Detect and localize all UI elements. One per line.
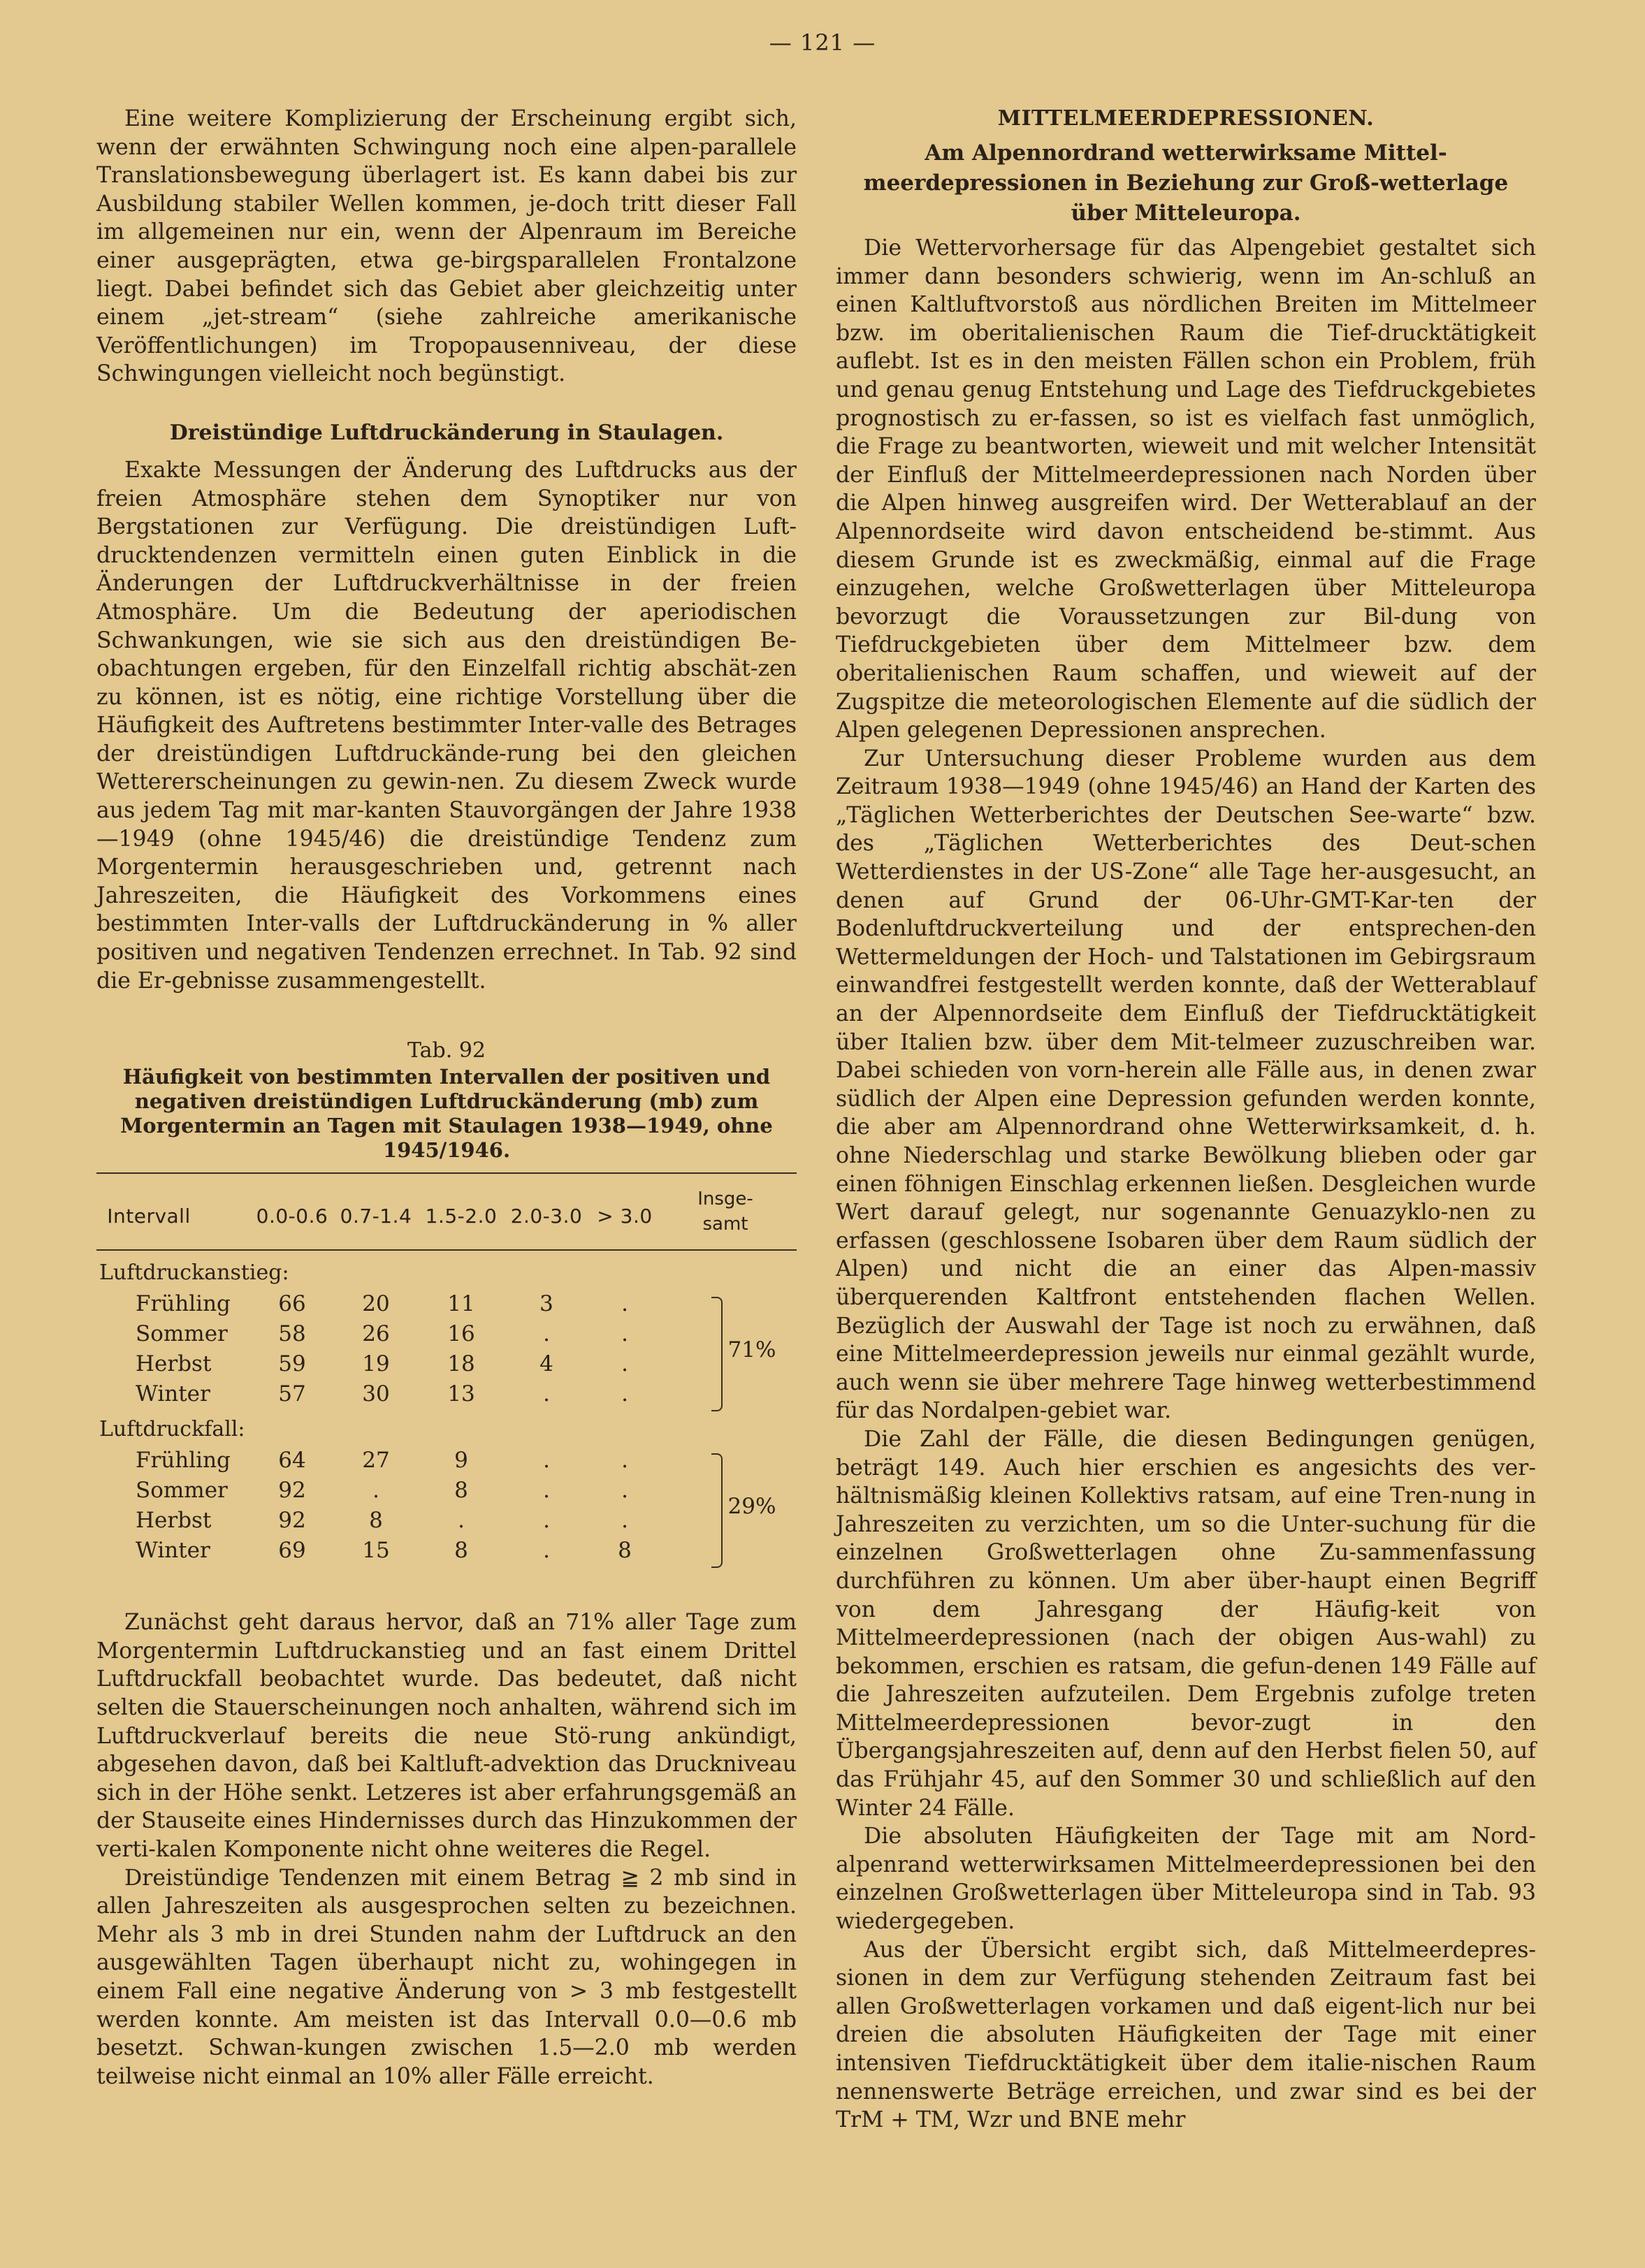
right-paragraph-3: Die Zahl der Fälle, die diesen Bedingungen genügen, beträgt 149. Auch hier erschien es angesichts des ver-hältnismäßig kleinen Kollektivs ratsam, auf eine Tren-nung in Jahreszeiten zu verzichten, um so die Unter-suchung für die einzelnen Großwetterlagen ohne Zu-sammenfassung durchführen zu können. Um aber über-haupt einen Begriff von dem Jahresgang der Häufig-keit von Mittelmeerdepressionen (nach der obigen Aus-wahl) zu bekommen, erschien es ratsam, die gefun-denen 149 Fälle auf die Jahreszeiten aufzuteilen. Dem Ergebnis zufolge treten Mittelmeerdepressionen bevor-zugt in den Übergangsjahreszeiten auf, denn auf den Herbst fielen 50, auf das Frühjahr 45, auf den Sommer 30 und schließlich auf den Winter 24 Fälle. [836,1426,1536,1821]
left-paragraph-1: Eine weitere Komplizierung der Erscheinung ergibt sich, wenn der erwähnten Schwingung noch eine alpen-parallele Translationsbewegung überlagert ist. Es kann dabei bis zur Ausbildung stabiler Wellen kommen, je-doch tritt dieser Fall im allgemeinen nur ein, wenn der Alpenraum im Bereiche einer ausgeprägten, etwa ge-birgsparallelen Frontalzone liegt. Dabei befindet sich das Gebiet aber gleichzeitig unter einem „jet-stream“ (siehe zahlreiche amerikanische Veröffentlichungen) im Tropopausenniveau, der diese Schwingungen vielleicht noch begünstigt. [96,106,797,387]
row-label: Herbst [136,1508,212,1534]
table-cell: 8 [369,1508,383,1534]
right-paragraph-5: Aus der Übersicht ergibt sich, daß Mittelmeerdepres-sionen in dem zur Verfügung stehenden Zeitraum fast bei allen Großwetterlagen vorkamen und daß eigent-lich nur bei dreien die absoluten Häufigkeiten der Tage mit einer intensiven Tiefdrucktätigkeit über dem italie-nischen Raum nennenswerte Beträge erreichen, und zwar sind es bei der TrM + TM, Wzr und BNE mehr [836,1937,1536,2133]
header-total [690,1186,760,1237]
left-paragraph-2: Exakte Messungen der Änderung des Luftdrucks aus der freien Atmosphäre stehen dem Synoptiker nur von Bergstationen zur Verfügung. Die dreistündigen Luft-drucktendenzen vermitteln einen guten Einblick in die Änderungen der Luftdruckverhältnisse in der freien Atmosphäre. Um die Bedeutung der aperiodischen Schwankungen, wie sie sich aus den dreistündigen Be-obachtungen ergeben, für den Einzelfall richtig abschät-zen zu können, ist es nötig, eine richtige Vorstellung über die Häufigkeit des Auftretens bestimmter Inter-valle des Betrages der dreistündigen Luftdruckände-rung bei den gleichen Wettererscheinungen zu gewin-nen. Zu diesem Zweck wurde aus jedem Tag mit mar-kanten Stauvorgängen der Jahre 1938—1949 (ohne 1945/46) die dreistündige Tendenz zum Morgentermin herausgeschrieben und, getrennt nach Jahreszeiten, die Häufigkeit des Vorkommens eines bestimmten Inter-valls der Luftdruckänderung in % aller positiven und negativen Tendenzen errechnet. In Tab. 92 sind die Er-gebnisse zusammengestellt. [96,457,797,994]
table-cell: . [621,1508,628,1534]
table-92 [96,1172,797,1606]
table-header-rule [96,1249,797,1251]
header-total-line-1: Insge- [697,1188,753,1210]
table-cell: 66 [278,1291,306,1317]
table-cell: 19 [362,1351,390,1377]
right-paragraph-2: Zur Untersuchung dieser Probleme wurden aus dem Zeitraum 1938—1949 (ohne 1945/46) an Hand der Karten des „Täglichen Wetterberichtes der Deutschen See-warte“ bzw. des „Täglichen Wetterberichtes des Deut-schen Wetterdienstes in der US-Zone“ alle Tage her-ausgesucht, an denen auf Grund der 06-Uhr-GMT-Kar-ten der Bodenluftdruckverteilung und der entsprechen-den Wettermeldungen der Hoch- und Talstationen im Gebirgsraum einwandfrei festgestellt werden konnte, daß der Wetterablauf an der Alpennordseite dem Einfluß der Tiefdrucktätigkeit über Italien bzw. über dem Mit-telmeer zuzuschreiben war. Dabei schieden von vorn-herein alle Fälle aus, in denen zwar südlich der Alpen eine Depression gefunden werden konnte, die aber am Alpennordrand ohne Wetterwirksamkeit, d. h. ohne Niederschlag und starke Bewölkung blieben oder gar einen föhnigen Einschlag erkennen ließen. Desgleichen wurde Wert darauf gelegt, nur sogenannte Genuazyklo-nen zu erfassen (geschlossene Isobaren über dem Raum südlich der Alpen) und nicht die an einer das Alpen-massiv überquerenden Kaltfront entstehenden flachen Wellen. Bezüglich der Auswahl der Tage ist noch zu erwähnen, daß eine Mittelmeerdepression jeweils nur einmal gezählt wurde, auch wenn sie über mehrere Tage hinweg wetterbestimmend für das Nordalpen-gebiet war. [836,746,1536,1424]
group-label-rise: Luftdruckanstieg: [99,1260,289,1286]
table-cell: 57 [278,1381,306,1407]
table-cell: 8 [454,1538,468,1564]
table-cell: . [543,1381,550,1407]
table-cell: 8 [618,1538,632,1564]
row-label: Winter [136,1538,210,1564]
table-cell: 92 [278,1478,306,1504]
total-rise: 71% [727,1337,776,1363]
group-label-fall: Luftdruckfall: [99,1417,245,1442]
table-cell: . [621,1351,628,1377]
header-total-line-2: samt [702,1214,748,1235]
table-cell: . [458,1508,465,1534]
page-number: — 121 — [769,29,876,56]
table-cell: 27 [362,1448,390,1474]
table-top-rule [96,1172,797,1174]
right-paragraph-4: Die absoluten Häufigkeiten der Tage mit am Nord-alpenrand wetterwirksamen Mittelmeerdepressionen bei den einzelnen Großwetterlagen über Mitteleuropa sind in Tab. 93 wiedergegeben. [836,1824,1536,1935]
table-cell: 69 [278,1538,306,1564]
table-cell: 20 [362,1291,390,1317]
row-label: Herbst [136,1351,212,1377]
table-cell: 92 [278,1508,306,1534]
table-cell: 18 [447,1351,475,1377]
left-paragraph-3: Zunächst geht daraus hervor, daß an 71% aller Tage zum Morgentermin Luftdruckanstieg und an fast einem Drittel Luftdruckfall beobachtet wurde. Das bedeutet, daß nicht selten die Stauerscheinungen noch anhalten, während sich im Luftdruckverlauf bereits die neue Stö-rung ankündigt, abgesehen davon, daß bei Kaltluft-advektion das Druckniveau sich in der Höhe senkt. Letzeres ist aber erfahrungsgemäß an der Stauseite eines Hindernisses durch das Hinzukommen der verti-kalen Komponente nicht ohne weiteres die Regel. [96,1610,797,1862]
table-cell: 11 [447,1291,475,1317]
table-caption: Häufigkeit von bestimmten Intervallen der positiven und negativen dreistündigen Luftdruckänderung (mb) zum Morgentermin an Tagen mit Staulagen 1938—1949, ohne 1945/1946. [120,1065,773,1163]
table-cell: 3 [539,1291,553,1317]
header-gt-3.0: > 3.0 [597,1205,653,1228]
left-column [96,105,797,2091]
row-label: Frühling [136,1448,231,1474]
table-cell: 4 [539,1351,553,1377]
table-cell: . [372,1478,379,1504]
table-cell: 59 [278,1351,306,1377]
table-cell: 9 [454,1448,468,1474]
table-cell: . [543,1478,550,1504]
table-cell: . [621,1321,628,1347]
section-heading-pressure-change: Dreistündige Luftdruckänderung in Staulagen. [169,420,724,445]
table-cell: . [621,1478,628,1504]
header-2.0-3.0: 2.0-3.0 [510,1205,583,1228]
section-subtitle: Am Alpennordrand wetterwirksame Mittel-meerdepressionen in Beziehung zur Groß-wetterlage über Mitteleuropa. [863,140,1509,226]
row-label: Sommer [136,1321,228,1347]
table-cell: . [543,1321,550,1347]
table-cell: . [621,1448,628,1474]
right-paragraph-1: Die Wettervorhersage für das Alpengebiet gestaltet sich immer dann besonders schwierig, wenn im An-schluß an einen Kaltluftvorstoß aus nördlichen Breiten im Mittelmeer bzw. im oberitalienischen Raum die Tief-drucktätigkeit auflebt. Ist es in den meisten Fällen schon ein Problem, früh und genau genug Entstehung und Lage des Tiefdruckgebietes prognostisch zu er-fassen, so ist es vielfach fast unmöglich, die Frage zu beantworten, wieweit und mit welcher Intensität der Einfluß der Mittelmeerdepressionen nach Norden über die Alpen hinweg ausgreifen wird. Der Wetterablauf an der Alpennordseite wird davon entscheidend be-stimmt. Aus diesem Grunde ist es zweckmäßig, einmal auf die Frage einzugehen, welche Großwetterlagen über Mitteleuropa bevorzugt die Voraussetzungen zur Bil-dung von Tiefdruckgebieten über dem Mittelmeer bzw. dem oberitalienischen Raum schaffen, und wieweit auf der Zugspitze die meteorologischen Elemente auf die südlich der Alpen gelegenen Depressionen ansprechen. [836,235,1536,743]
table-cell: . [621,1381,628,1407]
header-0.0-0.6: 0.0-0.6 [256,1205,328,1228]
table-cell: 13 [447,1381,475,1407]
table-cell: 26 [362,1321,390,1347]
table-cell: 15 [362,1538,390,1564]
left-paragraph-4: Dreistündige Tendenzen mit einem Betrag ≧ 2 mb sind in allen Jahreszeiten als ausgesprochen selten zu bezeichnen. Mehr als 3 mb in drei Stunden nahm der Luftdruck an den ausgewählten Tagen überhaupt nicht zu, wohingegen in einem Fall eine negative Änderung von > 3 mb festgestellt werden konnte. Am meisten ist das Intervall 0.0—0.6 mb besetzt. Schwan-kungen zwischen 1.5—2.0 mb werden teilweise nicht einmal an 10% aller Fälle erreicht. [96,1865,797,2089]
table-cell: 64 [278,1448,306,1474]
header-0.7-1.4: 0.7-1.4 [340,1205,412,1228]
table-cell: 58 [278,1321,306,1347]
table-cell: . [621,1291,628,1317]
table-cell: 30 [362,1381,390,1407]
row-label: Winter [136,1381,210,1407]
row-label: Frühling [136,1291,231,1317]
table-cell: . [543,1538,550,1564]
right-column [836,105,1536,2135]
total-fall: 29% [727,1494,776,1520]
header-1.5-2.0: 1.5-2.0 [425,1205,498,1228]
table-title: Tab. 92 [407,1038,486,1063]
row-label: Sommer [136,1478,228,1504]
table-cell: . [543,1448,550,1474]
table-cell: 8 [454,1478,468,1504]
table-cell: . [543,1508,550,1534]
section-title: MITTELMEERDEPRESSIONEN. [997,106,1375,131]
header-intervall: Intervall [107,1205,191,1228]
table-cell: 16 [447,1321,475,1347]
